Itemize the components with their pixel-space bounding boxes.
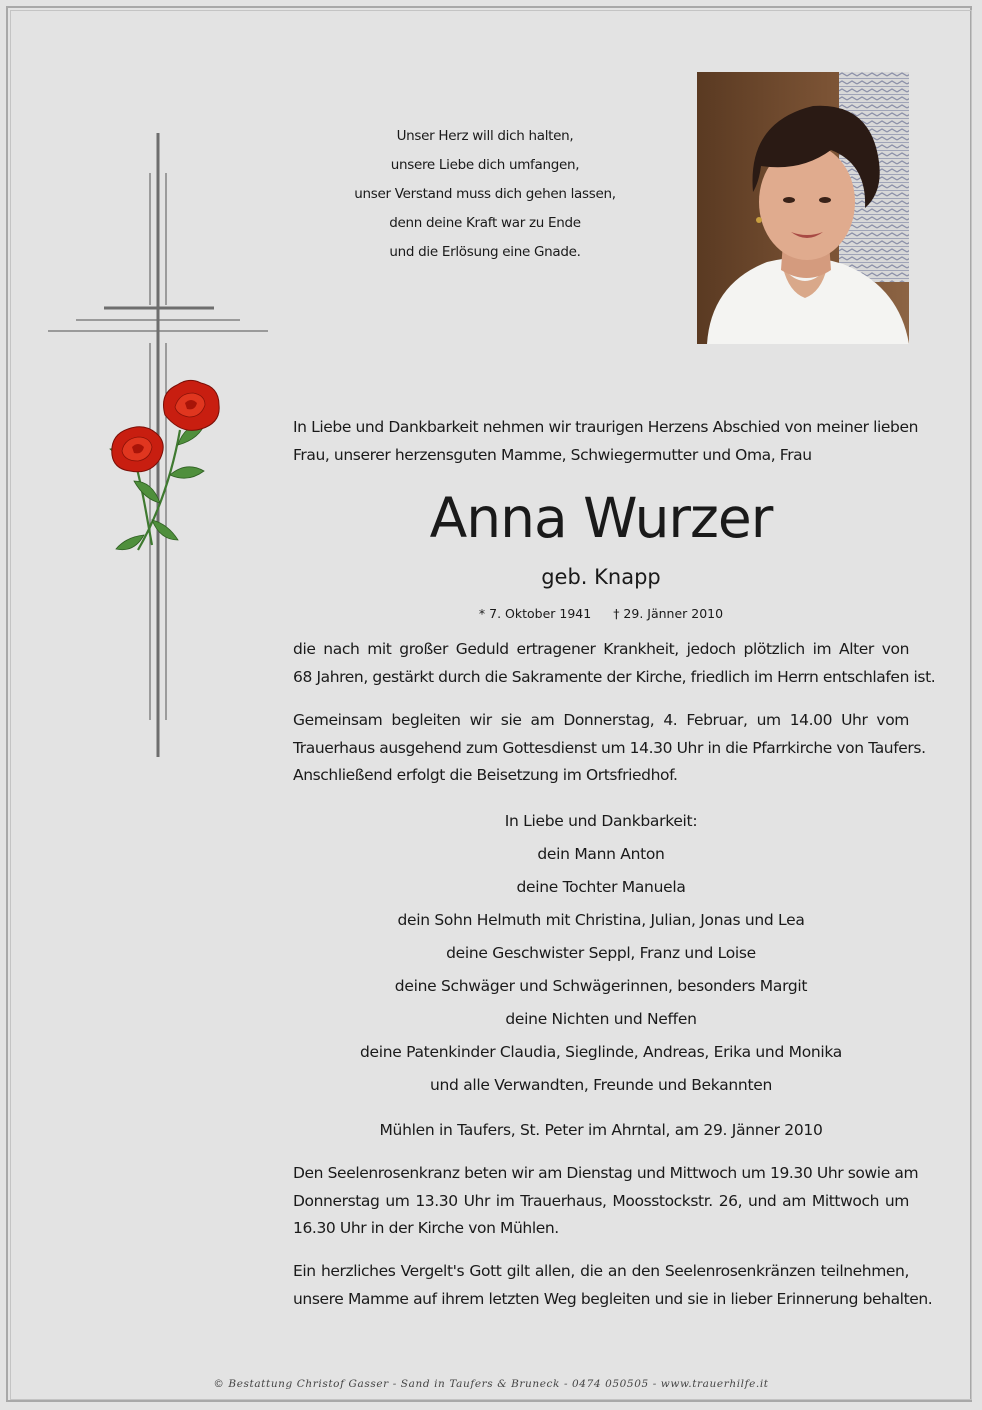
poem xyxy=(330,122,640,267)
mourners-list xyxy=(293,805,909,1102)
death-notice xyxy=(293,636,936,691)
thanks-line: unsere Mamme auf ihrem letzten Weg begleiten und sie in lieber Erinnerung behalten. xyxy=(293,1289,933,1308)
portrait-photo xyxy=(697,72,909,344)
thanks-text xyxy=(293,1258,933,1313)
rosary-info xyxy=(293,1160,919,1243)
maiden-name: geb. Knapp xyxy=(541,565,661,589)
mourner-line: dein Sohn Helmuth mit Christina, Julian, Jonas und Lea xyxy=(397,911,805,929)
funeral-info xyxy=(293,707,926,790)
intro-line: In Liebe und Dankbarkeit nehmen wir traurigen Herzens Abschied von meiner lieben xyxy=(293,418,919,436)
intro-text xyxy=(293,413,919,469)
mourner-line: und alle Verwandten, Freunde und Bekannten xyxy=(429,1076,772,1094)
life-dates xyxy=(293,602,909,626)
funeral-line: Trauerhaus ausgehend zum Gottesdienst um 14.30 Uhr in die Pfarrkirche von Taufers. xyxy=(293,738,926,757)
birth-date: * 7. Oktober 1941 xyxy=(478,606,592,621)
mourner-line: dein Mann Anton xyxy=(537,845,665,863)
rosary-line: 16.30 Uhr in der Kirche von Mühlen. xyxy=(293,1219,559,1237)
poem-line: denn deine Kraft war zu Ende xyxy=(389,215,581,231)
intro-line: Frau, unserer herzensguten Mamme, Schwiegermutter und Oma, Frau xyxy=(293,446,812,464)
mourner-line: deine Geschwister Seppl, Franz und Loise xyxy=(446,944,756,962)
poem-line: unsere Liebe dich umfangen, xyxy=(390,157,580,173)
deceased-name: Anna Wurzer xyxy=(429,486,773,550)
place-date: Mühlen in Taufers, St. Peter im Ahrntal, am 29. Jänner 2010 xyxy=(379,1121,823,1139)
mourner-line: deine Patenkinder Claudia, Sieglinde, Andreas, Erika und Monika xyxy=(359,1043,843,1061)
cross-with-roses-icon xyxy=(40,125,275,765)
poem-line: Unser Herz will dich halten, xyxy=(396,128,574,144)
mourner-line: deine Tochter Manuela xyxy=(516,878,686,896)
footer-credit: © Bestattung Christof Gasser - Sand in Taufers & Bruneck - 0474 050505 - www.trauerhilfe.it xyxy=(213,1378,769,1390)
death-date: † 29. Jänner 2010 xyxy=(613,606,724,621)
funeral-line: Anschließend erfolgt die Beisetzung im Ortsfriedhof. xyxy=(293,766,678,784)
death-notice-line: 68 Jahren, gestärkt durch die Sakramente der Kirche, friedlich im Herrn entschlafen ist. xyxy=(293,667,936,686)
death-notice-line: die nach mit großer Geduld ertragener Krankheit, jedoch plötzlich im Alter von xyxy=(293,640,909,658)
mourners-heading: In Liebe und Dankbarkeit: xyxy=(504,812,698,830)
poem-line: unser Verstand muss dich gehen lassen, xyxy=(354,186,616,202)
rosary-line: Donnerstag um 13.30 Uhr im Trauerhaus, Moosstockstr. 26, und am Mittwoch um xyxy=(293,1191,909,1210)
poem-line: und die Erlösung eine Gnade. xyxy=(389,244,581,260)
funeral-line: Gemeinsam begleiten wir sie am Donnerstag, 4. Februar, um 14.00 Uhr vom xyxy=(293,711,909,729)
rosary-line: Den Seelenrosenkranz beten wir am Dienstag und Mittwoch um 19.30 Uhr sowie am xyxy=(293,1164,919,1182)
mourner-line: deine Schwäger und Schwägerinnen, besonders Margit xyxy=(394,977,808,995)
mourner-line: deine Nichten und Neffen xyxy=(505,1010,697,1028)
thanks-line: Ein herzliches Vergelt's Gott gilt allen, die an den Seelenrosenkränzen teilnehmen, xyxy=(293,1262,909,1280)
